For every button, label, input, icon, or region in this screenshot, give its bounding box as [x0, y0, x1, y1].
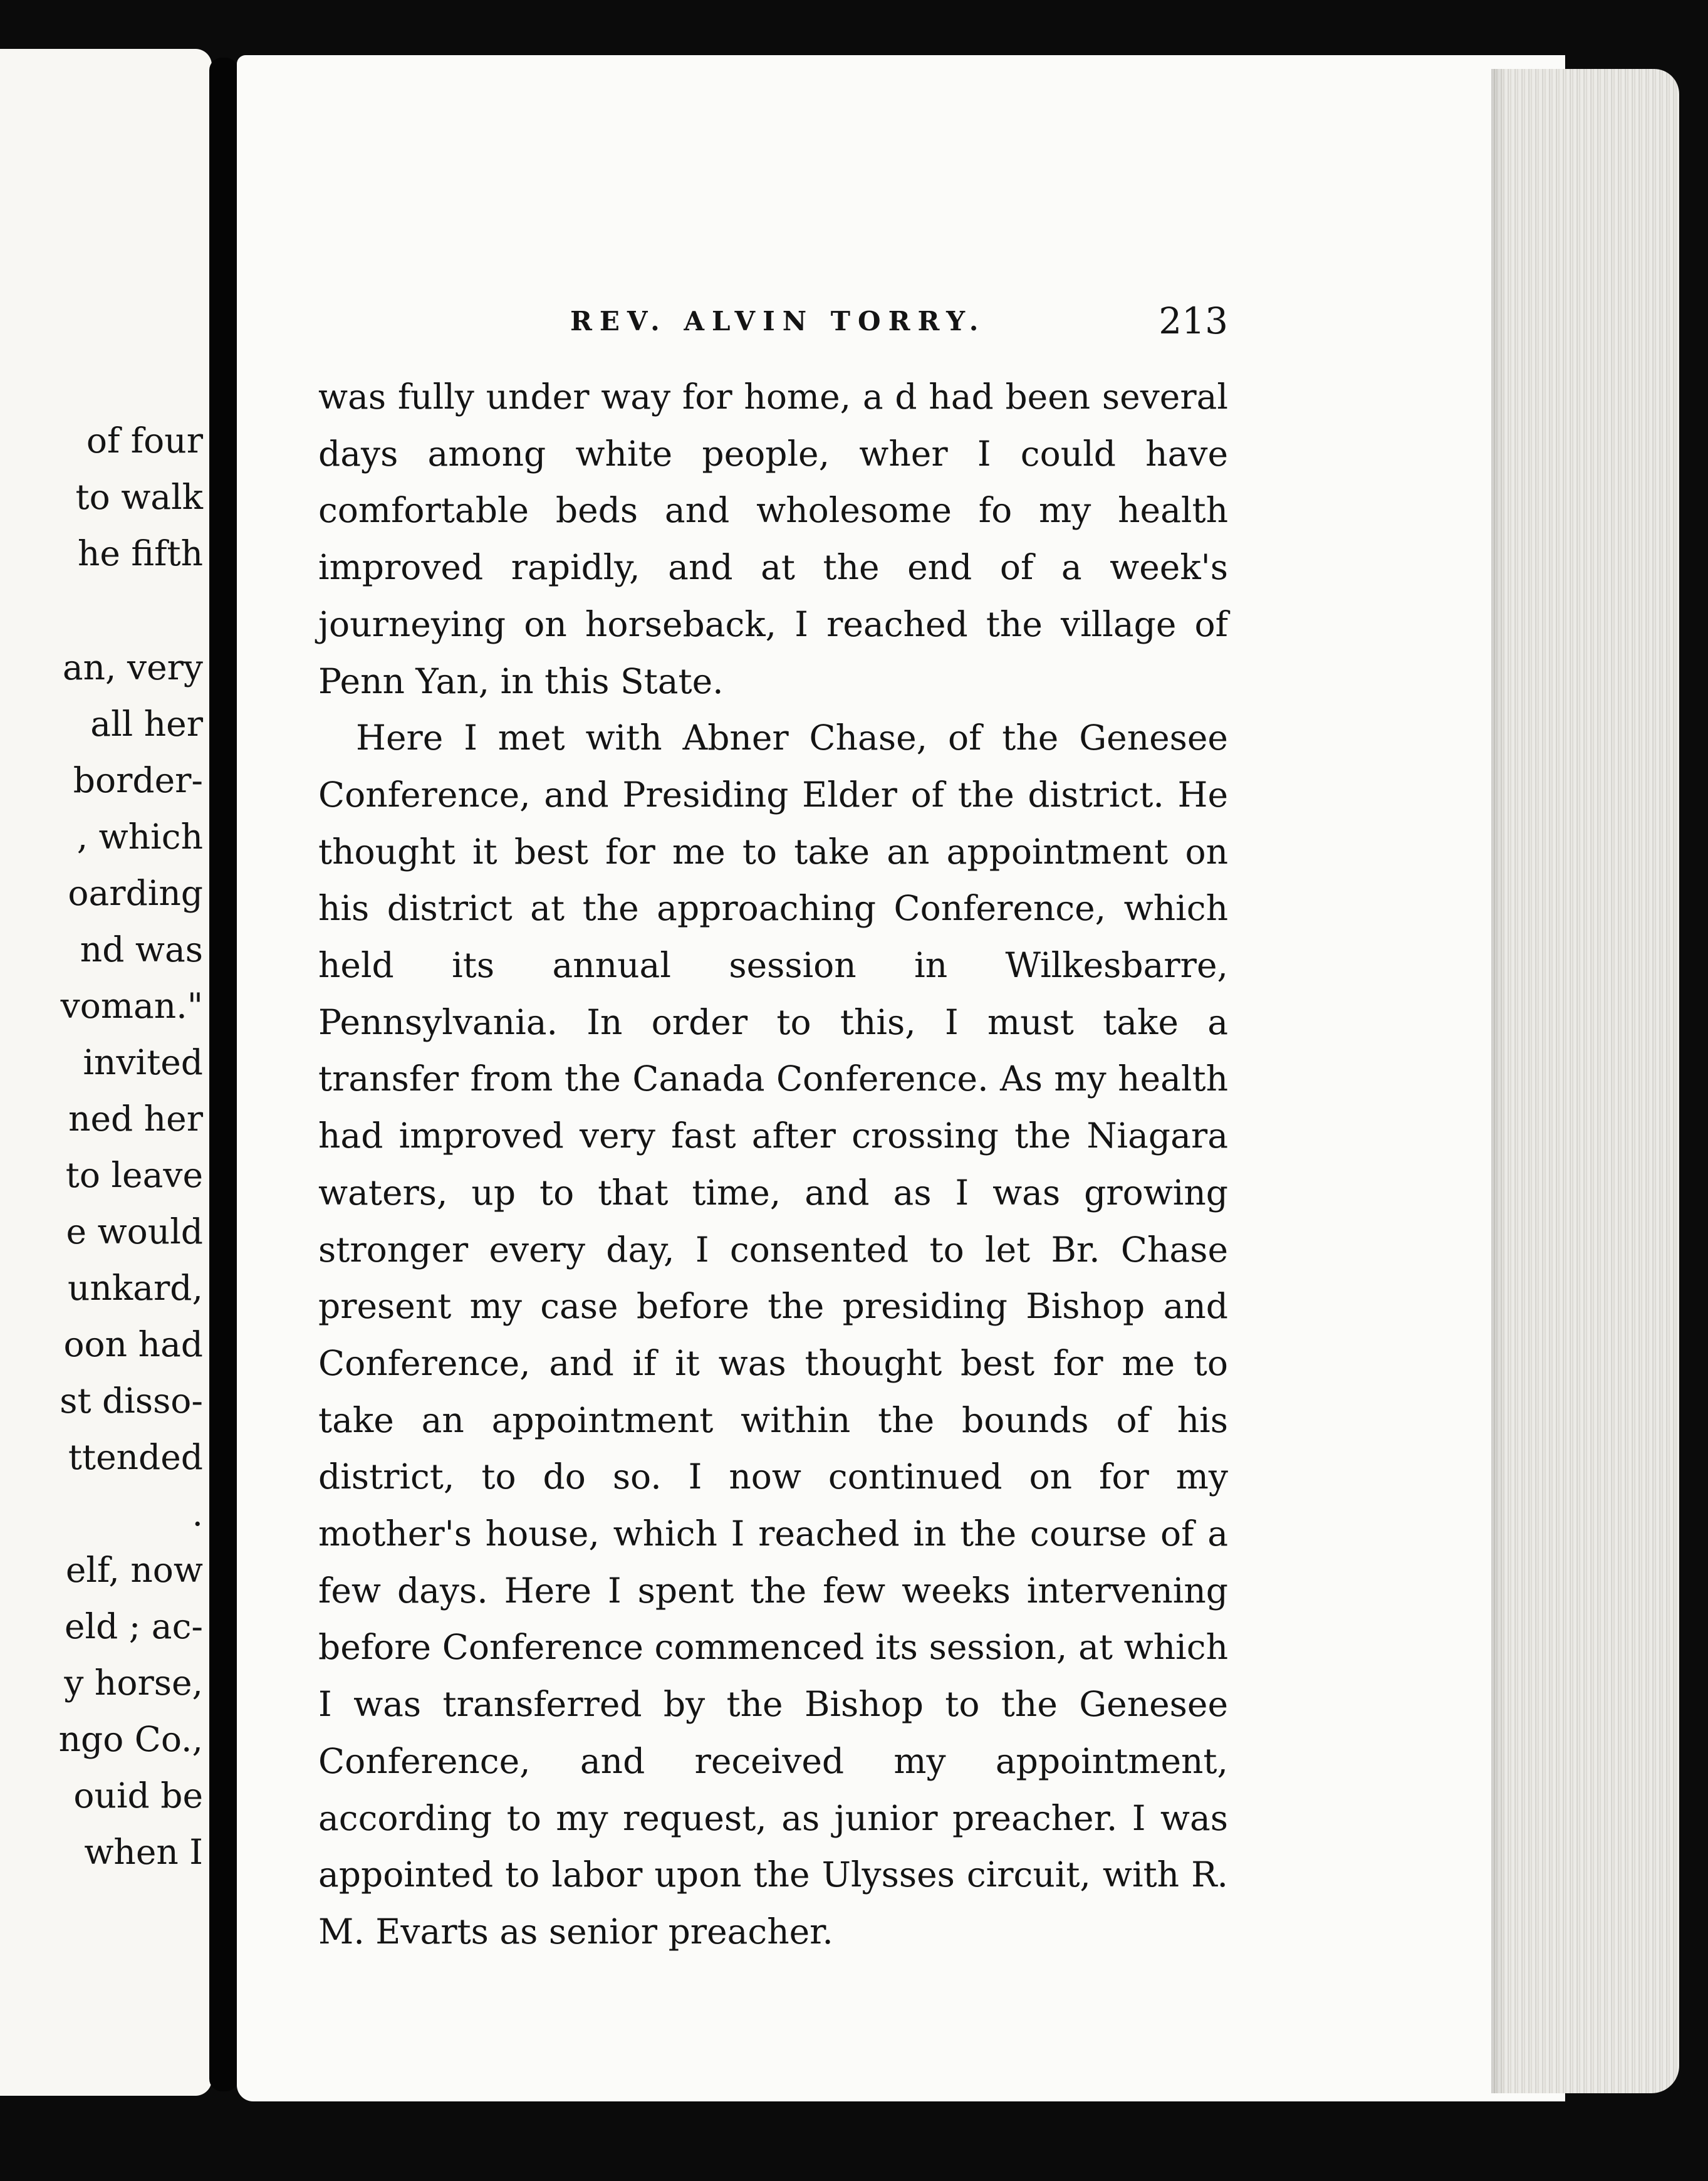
left-page-line: border- [73, 760, 203, 800]
left-page-line: voman." [60, 986, 203, 1026]
left-page-line: when I [84, 1832, 203, 1872]
left-page-line: ttended [68, 1437, 203, 1477]
left-page-line: all her [90, 704, 203, 744]
left-page-line: ngo Co., [58, 1719, 203, 1759]
left-page-line: to leave [65, 1155, 203, 1195]
left-page-line: y horse, [64, 1663, 203, 1703]
left-page-line: elf, now [65, 1550, 203, 1590]
left-page-line: ned her [68, 1099, 203, 1139]
running-head: REV. ALVIN TORRY. [570, 306, 986, 337]
paragraph: Here I met with Abner Chase, of the Genesee Conference, and Presiding Elder of the district. He thought it best for me to take an appointment on his district at the approaching Conference, which held its annual session in Wilkesbarre, Pennsylvania. In order to this, I must take a transfer from the Canada Conference. As my health had improved very fast after crossing the Niagara waters, up to that time, and as I was growing stronger every day, I consented to let Br. Chase present my case before the presiding Bishop and Conference, and if it was thought best for me to take an appointment within the bounds of his district, to do so. I now continued on for my mother's house, which I reached in the course of a few days. Here I spent the few weeks intervening before Conference commenced its session, at which I was transferred by the Bishop to the Genesee Conference, and received my appointment, according to my request, as junior preacher. I was appointed to labor upon the Ulysses circuit, with R. M. Evarts as senior preacher. [318, 718, 1228, 1952]
left-page-line: an, very [62, 647, 203, 688]
book-gutter [209, 58, 238, 2091]
body-text [318, 369, 1228, 1960]
left-page-line: nd was [80, 929, 203, 970]
left-page-line: unkard, [68, 1268, 203, 1308]
page-edges [1491, 69, 1679, 2093]
page-header [570, 300, 1228, 343]
left-page-line: oon had [63, 1324, 203, 1364]
left-page-line: of four [86, 421, 203, 461]
left-page-line: st disso- [60, 1381, 203, 1421]
left-page-line: ouid be [73, 1776, 203, 1816]
left-page-line: . [192, 1493, 203, 1534]
left-page [0, 49, 212, 2096]
left-page-line: oarding [68, 873, 203, 913]
left-page-line: e would [66, 1211, 203, 1252]
left-page-line: , which [76, 817, 203, 857]
page-edge-shadow [1491, 69, 1506, 2093]
left-page-line: eld ; ac- [64, 1606, 203, 1646]
paragraph: was fully under way for home, a d had been several days among white people, wher I could have comfortable beds and wholesome fo my health improved rapidly, and at the end of a week's journeying on horseback, I reached the village of Penn Yan, in this State. [318, 377, 1228, 701]
left-page-line: invited [83, 1042, 203, 1082]
page-number: 213 [1159, 300, 1228, 342]
left-page-line: to walk [75, 477, 203, 517]
left-page-line: he fifth [77, 533, 203, 573]
